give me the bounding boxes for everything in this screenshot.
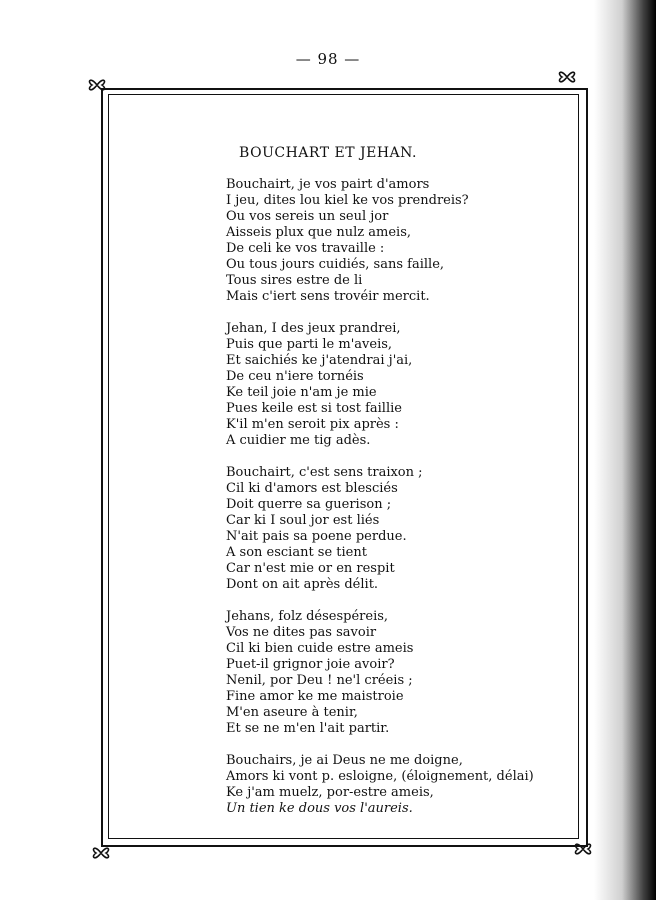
verse-line: Jehan, I des jeux prandrei, (226, 321, 401, 336)
verse-line: Cil ki bien cuide estre ameis (226, 641, 414, 656)
page-edge-shadow (594, 0, 656, 900)
verse-line: Ou tous jours cuidiés, sans faille, (226, 257, 445, 272)
stanza (226, 177, 566, 305)
verse-line: Tous sires estre de li (226, 273, 363, 288)
verse-line: I jeu, dites lou kiel ke vos prendreis? (226, 193, 469, 208)
verse-line: Dont on ait après délit. (226, 577, 379, 592)
verse-line: De celi ke vos travaille : (226, 241, 385, 256)
stanza (226, 753, 566, 817)
verse-line: Amors ki vont p. esloigne, (éloignement, délai) (226, 769, 534, 784)
knot-ornament-icon (86, 74, 108, 96)
verse-line: Aisseis plux que nulz ameis, (226, 225, 411, 240)
verse-line: M'en aseure à tenir, (226, 705, 358, 720)
verse-line: Vos ne dites pas savoir (226, 625, 377, 640)
poem-body (226, 177, 566, 833)
verse-line: Bouchairt, je vos pairt d'amors (226, 177, 430, 192)
verse-line: K'il m'en seroit pix après : (226, 417, 399, 432)
verse-line: Fine amor ke me maistroie (226, 689, 404, 704)
knot-ornament-icon (572, 838, 594, 860)
poem-title: BOUCHART ET JEHAN. (239, 145, 417, 161)
verse-line: Car ki I soul jor est liés (226, 513, 380, 528)
stanza (226, 465, 566, 593)
knot-ornament-icon (556, 66, 578, 88)
verse-line: Mais c'iert sens trovéir mercit. (226, 289, 430, 304)
verse-line-italic: Un tien ke dous vos l'aureis. (226, 801, 413, 816)
verse-line: Puis que parti le m'aveis, (226, 337, 393, 352)
verse-line: Doit querre sa guerison ; (226, 497, 392, 512)
verse-line: Puet-il grignor joie avoir? (226, 657, 395, 672)
knot-ornament-icon (90, 842, 112, 864)
verse-line: Et se ne m'en l'ait partir. (226, 721, 390, 736)
verse-line: Bouchairt, c'est sens traixon ; (226, 465, 423, 480)
page-number: — 98 — (295, 50, 361, 68)
verse-line: Car n'est mie or en respit (226, 561, 395, 576)
stanza (226, 321, 566, 449)
verse-line: Jehans, folz désespéreis, (226, 609, 389, 624)
verse-line: Bouchairs, je ai Deus ne me doigne, (226, 753, 463, 768)
verse-line: Pues keile est si tost faillie (226, 401, 402, 416)
verse-line: Ke teil joie n'am je mie (226, 385, 377, 400)
verse-line: Ke j'am muelz, por-estre ameis, (226, 785, 434, 800)
verse-line: A son esciant se tient (226, 545, 367, 560)
stanza (226, 609, 566, 737)
verse-line: Cil ki d'amors est blesciés (226, 481, 398, 496)
verse-line: Et saichiés ke j'atendrai j'ai, (226, 353, 413, 368)
verse-line: N'ait pais sa poene perdue. (226, 529, 407, 544)
verse-line: De ceu n'iere tornéis (226, 369, 364, 384)
verse-line: Nenil, por Deu ! ne'l créeis ; (226, 673, 413, 688)
verse-line: Ou vos sereis un seul jor (226, 209, 389, 224)
verse-line: A cuidier me tig adès. (226, 433, 371, 448)
